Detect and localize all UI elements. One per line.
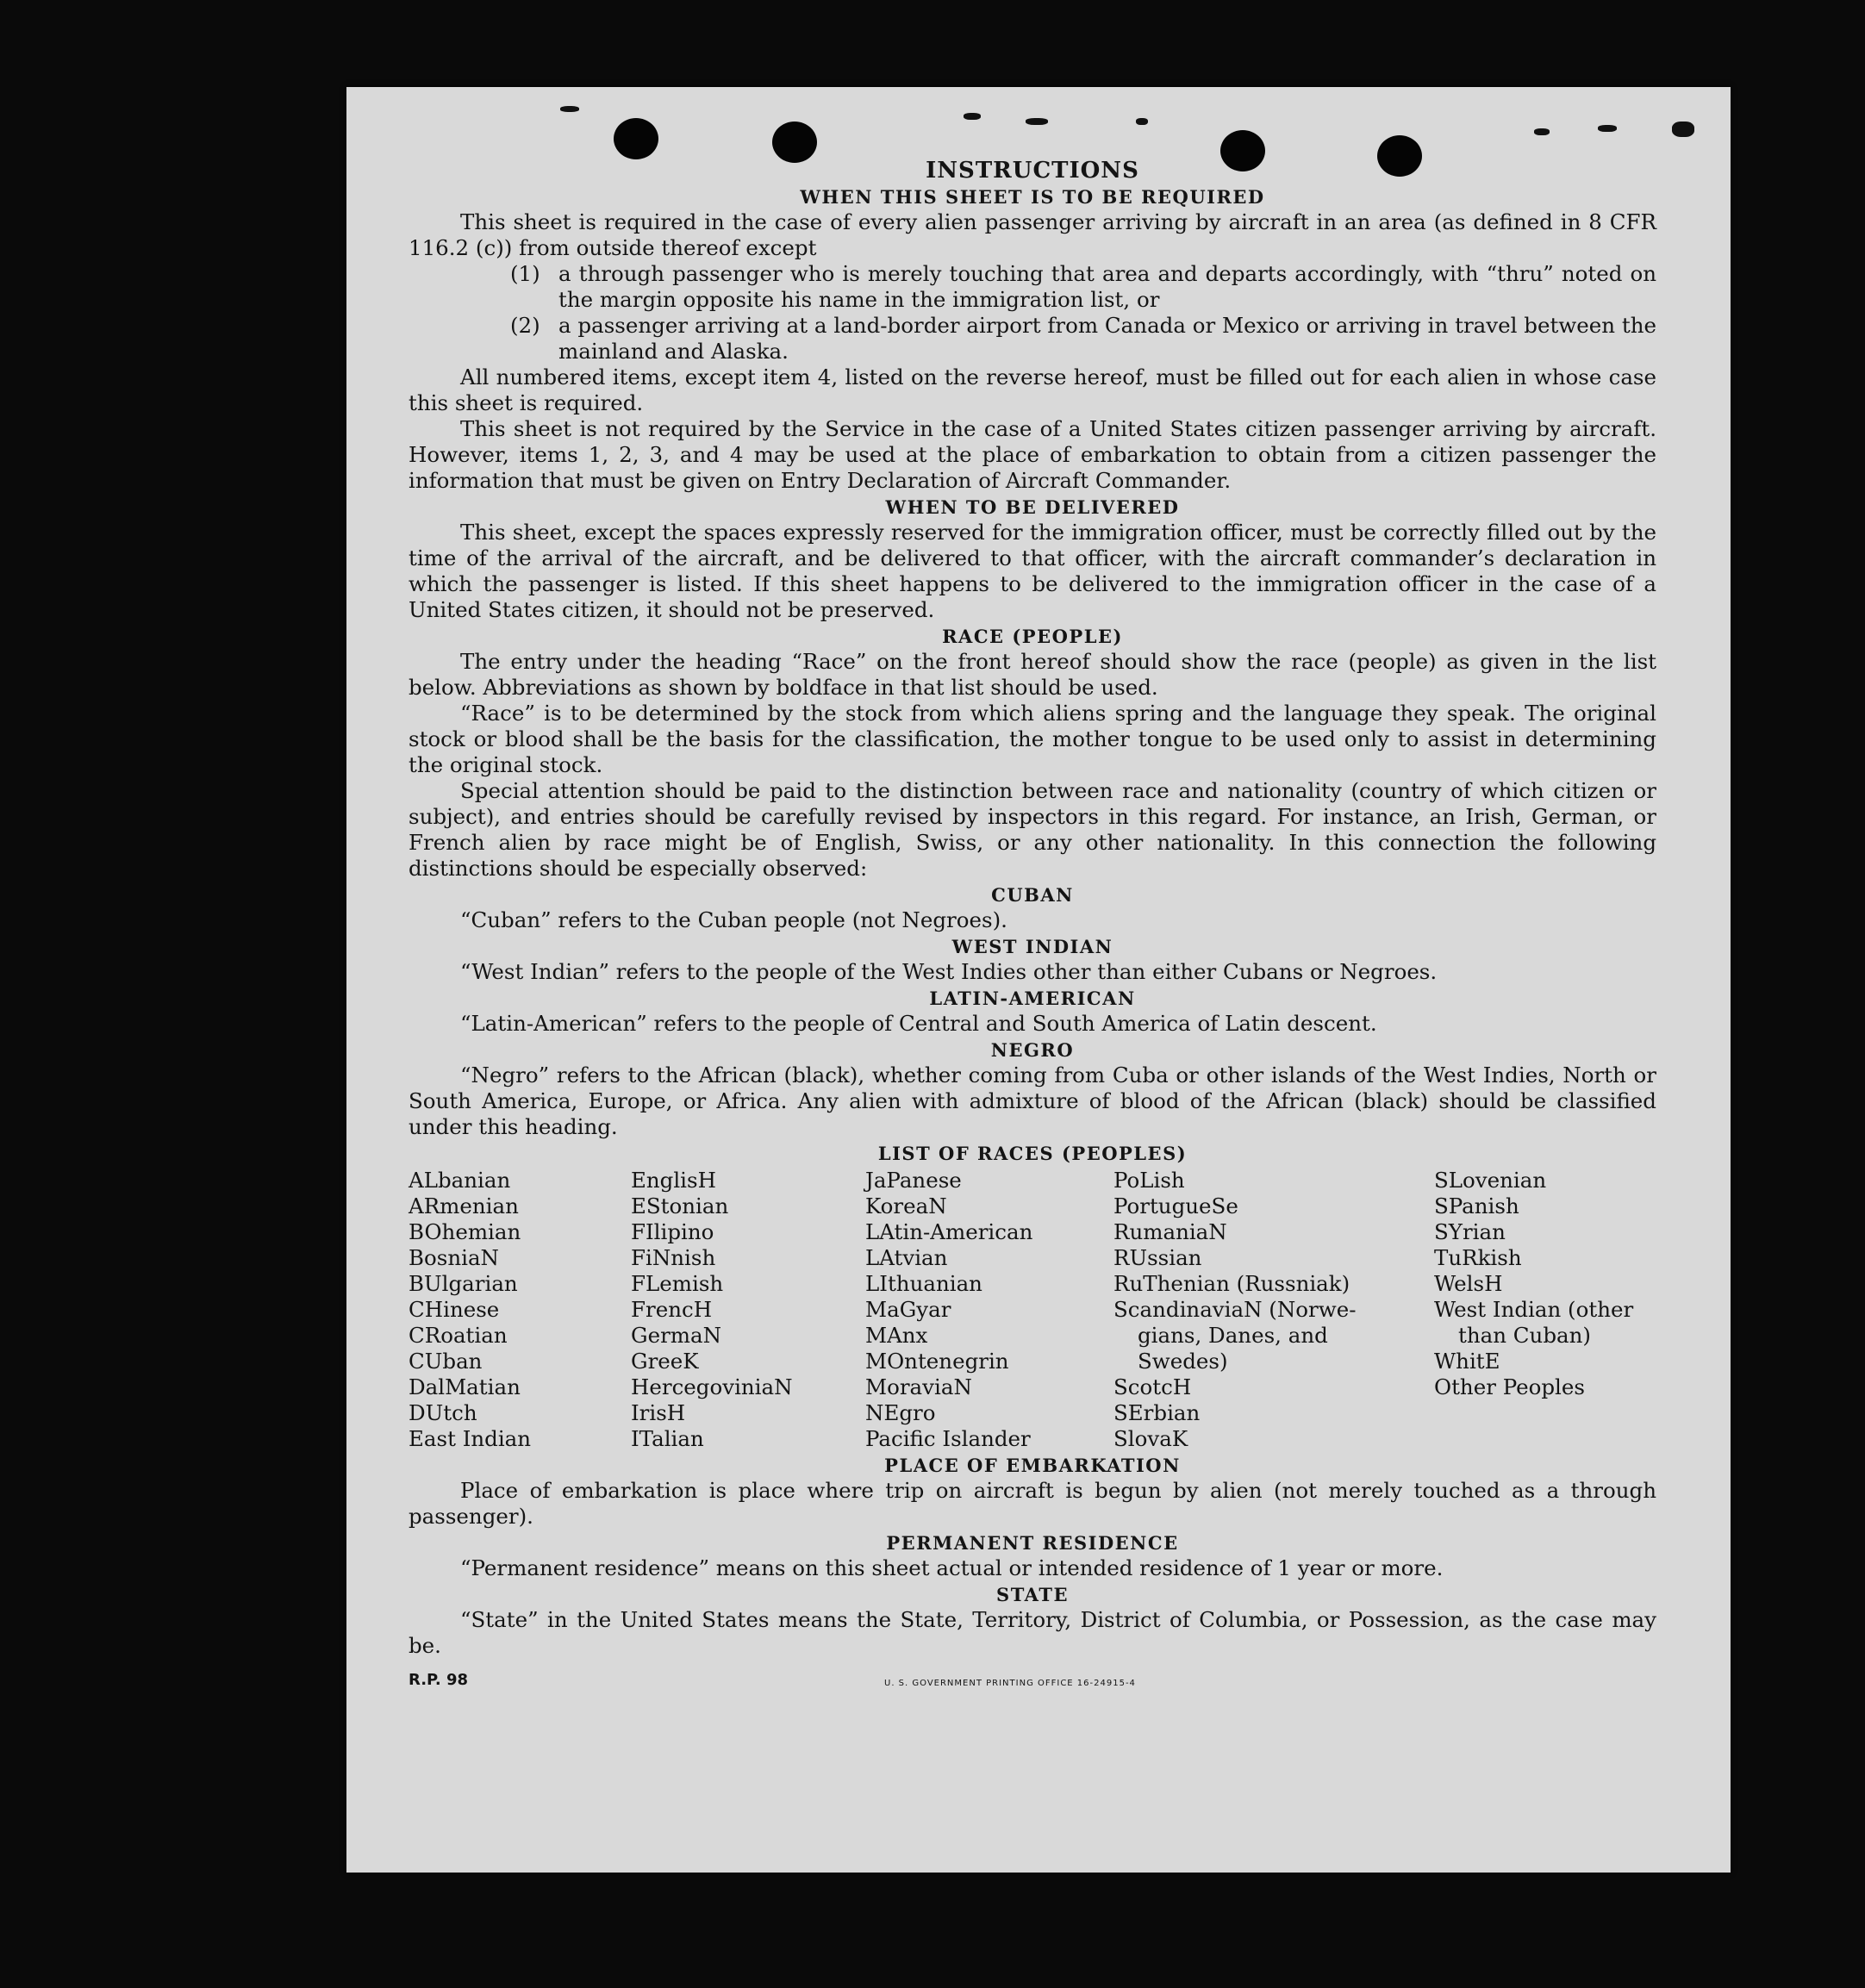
race-entry: FLemish	[631, 1271, 724, 1296]
paragraph: This sheet, except the spaces expressly reserved for the immigration officer, must be correctly filled out by the time of the arrival of the aircraft, and be delivered to that officer, with the aircraft commander’s declaration in which the passenger is listed. If this sheet happens to be delivered to the immigration officer in the case of a United States citizen, it should not be preserved.	[409, 520, 1656, 622]
race-entry: MAnx	[865, 1323, 928, 1348]
section-title-when-required: WHEN THIS SHEET IS TO BE REQUIRED	[800, 186, 1265, 208]
race-entry: KoreaN	[865, 1193, 947, 1218]
races-column	[1113, 1168, 1434, 1452]
races-column	[1434, 1168, 1656, 1452]
race-entry: WelsH	[1434, 1271, 1503, 1296]
race-entry: CUban	[409, 1349, 483, 1374]
paragraph: “State” in the United States means the State, Territory, District of Columbia, or Possession, as the case may be.	[409, 1607, 1656, 1658]
paragraph: “Race” is to be determined by the stock from which aliens spring and the language they speak. The original stock or blood shall be the basis for the classification, the mother tongue to be used only to assist in determining the original stock.	[409, 701, 1656, 777]
paragraph: “Cuban” refers to the Cuban people (not Negroes).	[460, 907, 1007, 932]
race-entry: GreeK	[631, 1349, 699, 1374]
race-entry: Pacific Islander	[865, 1426, 1031, 1451]
race-entry: RUssian	[1113, 1245, 1202, 1270]
debris-mark	[1534, 128, 1550, 135]
section-title-latin-american: LATIN-AMERICAN	[929, 988, 1136, 1009]
race-entry: FIlipino	[631, 1219, 714, 1244]
race-entry: DalMatian	[409, 1374, 521, 1399]
race-entry: CRoatian	[409, 1323, 508, 1348]
race-entry: IrisH	[631, 1400, 686, 1425]
instructions-body	[409, 158, 1656, 1693]
race-entry: EStonian	[631, 1193, 729, 1218]
race-entry: ScotcH	[1113, 1374, 1192, 1399]
section-title-west-indian: WEST INDIAN	[951, 936, 1113, 957]
race-entry: ScandinaviaN (Norwe-	[1113, 1297, 1357, 1322]
section-title-state: STATE	[996, 1584, 1069, 1605]
section-title-permanent-residence: PERMANENT RESIDENCE	[886, 1532, 1179, 1554]
numbered-item: (2) a passenger arriving at a land-border airport from Canada or Mexico or arriving in travel between the mainland and Alaska.	[510, 313, 1656, 364]
race-entry: FrencH	[631, 1297, 713, 1322]
paragraph: Special attention should be paid to the distinction between race and nationality (country of which citizen or subject), and entries should be carefully revised by inspectors in this regard. For instance, an Irish, German, or French alien by race might be of English, Swiss, or any other nationality. In this connection the following distinctions should be especially observed:	[409, 778, 1656, 881]
race-entry: gians, Danes, and	[1138, 1323, 1328, 1348]
debris-mark	[1026, 118, 1048, 125]
race-entry: West Indian (other	[1434, 1297, 1634, 1322]
section-title-list-of-races: LIST OF RACES (PEOPLES)	[877, 1143, 1188, 1164]
paragraph: This sheet is required in the case of every alien passenger arriving by aircraft in an area (as defined in 8 CFR 116.2 (c)) from outside thereof except	[409, 209, 1656, 260]
race-entry: Other Peoples	[1434, 1374, 1585, 1399]
printer-imprint: U. S. GOVERNMENT PRINTING OFFICE 16-24915-4	[884, 1679, 1136, 1688]
race-entry: East Indian	[409, 1426, 532, 1451]
races-column	[865, 1168, 1113, 1452]
race-entry: SLovenian	[1434, 1168, 1547, 1193]
race-entry: Swedes)	[1138, 1349, 1228, 1374]
paragraph: Place of embarkation is place where trip on aircraft is begun by alien (not merely touched as a through passenger).	[409, 1478, 1656, 1529]
race-entry: JaPanese	[865, 1168, 962, 1193]
section-title-cuban: CUBAN	[991, 884, 1074, 906]
punch-hole	[614, 118, 658, 159]
debris-mark	[560, 106, 579, 112]
page-footer	[409, 1664, 1656, 1693]
section-title-when-delivered: WHEN TO BE DELIVERED	[885, 496, 1180, 518]
race-entry: BosniaN	[409, 1245, 499, 1270]
race-entry: LAtvian	[865, 1245, 948, 1270]
races-column	[631, 1168, 865, 1452]
race-entry: RumaniaN	[1113, 1219, 1227, 1244]
page-title: INSTRUCTIONS	[926, 158, 1139, 184]
race-entry: BUlgarian	[409, 1271, 518, 1296]
race-entry: MoraviaN	[865, 1374, 972, 1399]
race-entry: MaGyar	[865, 1297, 951, 1322]
paragraph: “Latin-American” refers to the people of Central and South America of Latin descent.	[460, 1011, 1377, 1036]
race-entry: EnglisH	[631, 1168, 716, 1193]
debris-mark	[1598, 125, 1617, 132]
race-entry: FiNnish	[631, 1245, 716, 1270]
race-entry: ALbanian	[409, 1168, 511, 1193]
paragraph: “West Indian” refers to the people of the West Indies other than either Cubans or Negroes.	[460, 959, 1438, 984]
punch-hole	[772, 122, 817, 163]
paragraph: “Permanent residence” means on this sheet actual or intended residence of 1 year or more.	[460, 1555, 1444, 1580]
race-entry: than Cuban)	[1458, 1323, 1591, 1348]
paragraph: The entry under the heading “Race” on the front hereof should show the race (people) as given in the list below. Abbreviations as shown by boldface in that list should be used.	[409, 649, 1656, 700]
race-entry: LIthuanian	[865, 1271, 982, 1296]
race-entry: MOntenegrin	[865, 1349, 1009, 1374]
race-entry: HercegoviniaN	[631, 1374, 793, 1399]
debris-mark	[1136, 118, 1148, 125]
race-entry: PoLish	[1113, 1168, 1185, 1193]
race-entry: SPanish	[1434, 1193, 1519, 1218]
paragraph: This sheet is not required by the Service in the case of a United States citizen passenger arriving by aircraft. However, items 1, 2, 3, and 4 may be used at the place of embarkation to obtain from a citizen passenger the information that must be given on Entry Declaration of Aircraft Commander.	[409, 416, 1656, 493]
race-entry: RuThenian (Russniak)	[1113, 1271, 1350, 1296]
race-entry: SErbian	[1113, 1400, 1201, 1425]
races-column	[409, 1168, 631, 1452]
document-sheet	[346, 87, 1731, 1873]
paragraph: “Negro” refers to the African (black), whether coming from Cuba or other islands of the West Indies, North or South America, Europe, or Africa. Any alien with admixture of blood of the African (black) should be classified under this heading.	[409, 1063, 1656, 1139]
race-entry: PortugueSe	[1113, 1193, 1238, 1218]
paragraph: All numbered items, except item 4, listed on the reverse hereof, must be filled out for each alien in whose case this sheet is required.	[409, 365, 1656, 415]
debris-mark	[1672, 122, 1694, 137]
race-entry: SYrian	[1434, 1219, 1506, 1244]
section-title-place-of-embarkation: PLACE OF EMBARKATION	[884, 1455, 1181, 1476]
race-entry: CHinese	[409, 1297, 500, 1322]
race-entry: ITalian	[631, 1426, 704, 1451]
race-entry: LAtin-American	[865, 1219, 1033, 1244]
section-title-negro: NEGRO	[990, 1039, 1075, 1061]
race-entry: ARmenian	[409, 1193, 519, 1218]
race-entry: WhitE	[1434, 1349, 1500, 1374]
race-entry: BOhemian	[409, 1219, 521, 1244]
race-entry: DUtch	[409, 1400, 477, 1425]
numbered-item: (1) a through passenger who is merely touching that area and departs accordingly, with “thru” noted on the margin opposite his name in the immigration list, or	[510, 261, 1656, 312]
race-entry: NEgro	[865, 1400, 936, 1425]
debris-mark	[964, 113, 981, 120]
race-entry: GermaN	[631, 1323, 722, 1348]
races-list	[409, 1168, 1656, 1452]
section-title-race: RACE (PEOPLE)	[942, 626, 1123, 647]
race-entry: TuRkish	[1434, 1245, 1522, 1270]
form-number: R.P. 98	[409, 1671, 469, 1689]
race-entry: SlovaK	[1113, 1426, 1188, 1451]
